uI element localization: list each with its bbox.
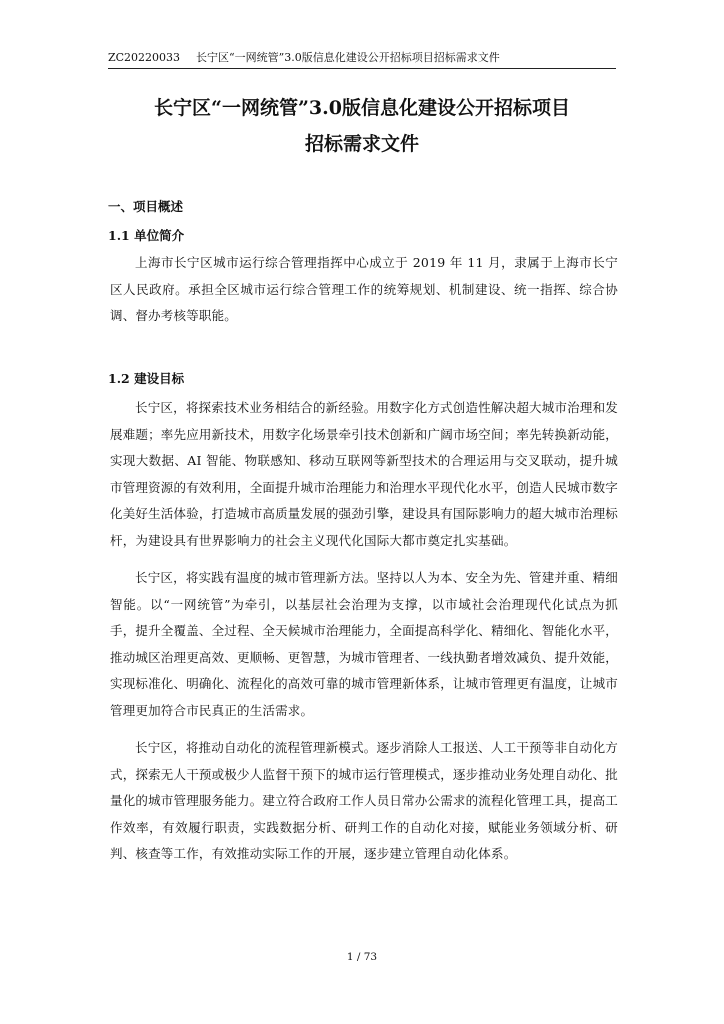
subsection-heading-unit-intro: 1.1 单位简介	[108, 228, 185, 243]
subsection-heading-goals: 1.2 建设目标	[108, 371, 185, 386]
section-heading-overview: 一、项目概述	[108, 199, 184, 214]
document-title-line-1: 长宁区“一网统管”3.0版信息化建设公开招标项目	[154, 97, 570, 119]
document-title-line-2: 招标需求文件	[304, 133, 419, 155]
page-number: 1 / 73	[346, 951, 378, 963]
header-divider	[108, 68, 616, 69]
paragraph-goals-3: 长宁区，将推动自动化的流程管理新模式。逐步消除人工报送、人工干预等非自动化方式，探索无人干预或极少人监督干预下的城市运行管理模式，逐步推动业务处理自动化、批量化的城市管理服务能力。建立符合政府工作人员日常办公需求的流程化管理工具，提高工作效率，有效履行职责，实践数据分析、研判工作的自动化对接，赋能业务领域分析、研判、核查等工作，有效推动实际工作的开展，逐步建立管理自动化体系。	[110, 740, 619, 862]
header-doc-code: ZC20220033	[108, 51, 181, 64]
header-doc-title: 长宁区“一网统管”3.0版信息化建设公开招标项目招标需求文件	[196, 51, 500, 64]
paragraph-goals-2: 长宁区，将实践有温度的城市管理新方法。坚持以人为本、安全为先、管建并重、精细智能。以“一网统管”为牵引，以基层社会治理为支撑，以市域社会治理现代化试点为抓手，提升全覆盖、全过程、全天候城市治理能力，全面提高科学化、精细化、智能化水平，推动城区治理更高效、更顺畅、更智慧，为城市管理者、一线执勤者增效减负、提升效能，实现标准化、明确化、流程化的高效可靠的城市管理新体系，让城市管理更有温度，让城市管理更加符合市民真正的生活需求。	[110, 570, 619, 718]
paragraph-goals-1: 长宁区，将探索技术业务相结合的新经验。用数字化方式创造性解决超大城市治理和发展难题；率先应用新技术，用数字化场景牵引技术创新和广阔市场空间；率先转换新动能，实现大数据、AI 智能、物联感知、移动互联网等新型技术的合理运用与交叉联动，提升城市管理资源的有效利用，全面提升城市治理能力和治理水平现代化水平，创造人民城市数字化美好生活体验，打造城市高质量发展的强劲引擎，建设具有国际影响力的超大城市治理标杆，为建设具有世界影响力的社会主义现代化国际大都市奠定扎实基础。	[110, 400, 619, 548]
page-header	[108, 50, 616, 70]
paragraph-unit-intro: 上海市长宁区城市运行综合管理指挥中心成立于 2019 年 11 月，隶属于上海市长宁区人民政府。承担全区城市运行综合管理工作的统筹规划、机制建设、统一指挥、综合协调、督办考核等职能。	[110, 255, 618, 324]
